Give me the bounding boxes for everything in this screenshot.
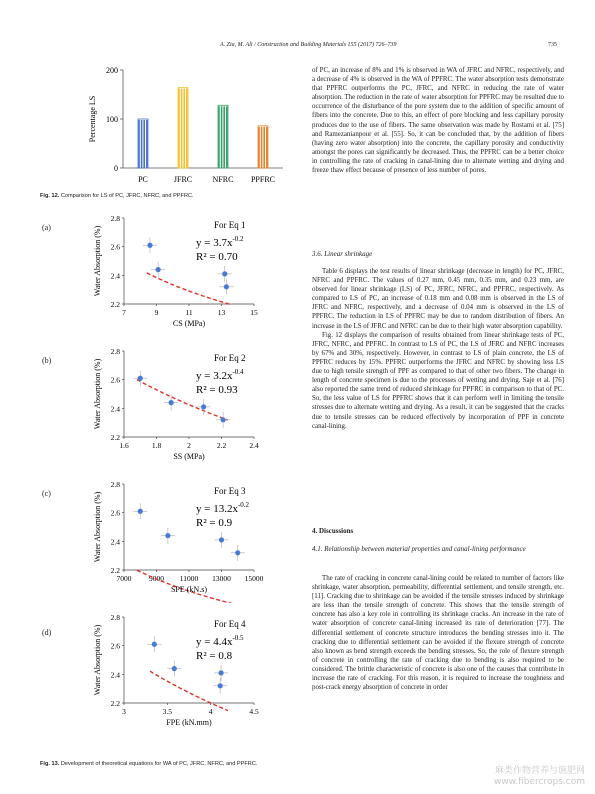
equation-title: For Eq 4 (214, 619, 246, 629)
fig13-panel-a (90, 212, 300, 337)
data-point (222, 271, 227, 276)
r-squared: R² = 0.70 (196, 251, 238, 263)
x-tick-label: 2.4 (249, 441, 259, 450)
x-axis-label: SS (MPa) (173, 452, 205, 461)
equation: $y = 13.2x^{-0.2}$ (196, 501, 250, 515)
data-point (169, 400, 174, 405)
trendline (150, 671, 228, 710)
data-point (235, 550, 240, 555)
panel-label-a: (a) (42, 223, 51, 232)
fig12-bar-chart (85, 62, 295, 192)
panel-label-d: (d) (42, 628, 52, 637)
body-text-mid (312, 267, 564, 431)
y-tick-label: 2.4 (110, 271, 120, 281)
x-tick-label: 11 (185, 308, 193, 317)
data-point (221, 417, 226, 422)
x-tick-label: 7 (122, 308, 126, 317)
section-3-6-heading: 3.6. Linear shrinkage (312, 250, 373, 258)
section-4-1-heading: 4.1. Relationship between material properties and canal-lining performance (312, 545, 526, 553)
data-point (172, 666, 177, 671)
x-tick-label: 15 (250, 308, 258, 317)
x-axis-label: FPE (kN.mm) (166, 718, 212, 727)
x-tick-label: 1.6 (119, 441, 129, 450)
body-text-top (312, 66, 564, 175)
journal-line: A. Zia, M. Ali / Construction and Building Materials 155 (2017) 726–739 (220, 42, 397, 48)
x-tick-label: 13000 (212, 574, 231, 583)
y-axis-label: Percentage LS (88, 95, 97, 143)
y-tick-label: 2.2 (110, 300, 120, 309)
x-tick-label: 3.5 (162, 707, 173, 716)
data-point (201, 404, 206, 409)
y-tick-label: 2.8 (110, 347, 120, 356)
fig12-caption-label: Fig. 12. (40, 193, 60, 199)
y-tick-label: 2.4 (110, 404, 120, 414)
x-tick-label: 11000 (179, 574, 199, 583)
x-tick-label: 15000 (244, 574, 264, 583)
data-point (156, 267, 161, 272)
y-axis-label: Water Absorption (%) (93, 624, 102, 696)
panel-label-b: (b) (42, 356, 52, 365)
y-tick-label: 0 (114, 164, 118, 173)
x-tick-label: 4 (208, 707, 213, 716)
y-tick-label: 2.8 (110, 214, 120, 223)
y-tick-label: 2.4 (110, 670, 120, 680)
data-point (218, 670, 223, 675)
data-point (152, 642, 157, 647)
fig13-panel-d (90, 611, 300, 736)
y-tick-label: 2.6 (110, 242, 120, 252)
fig12-caption (40, 193, 194, 199)
data-point (219, 537, 224, 542)
fig12-caption-text: Comparison for LS of PC, JFRC, NFRC, and PPFRC. (60, 193, 194, 199)
data-point (224, 284, 229, 289)
equation: $y = 3.7x^{-0.2}$ (196, 235, 244, 249)
x-tick-label: 9000 (149, 574, 164, 583)
fig13-caption-text: Development of theoretical equations for WA of PC, JFRC, NFRC, and PPFRC. (60, 761, 258, 767)
x-tick-label: PC (138, 175, 148, 184)
data-point (165, 533, 170, 538)
page-number: 735 (548, 42, 557, 48)
y-tick-label: 100 (106, 115, 118, 124)
equation: $y = 3.2x^{-0.4}$ (196, 368, 244, 382)
panel-label-c: (c) (42, 489, 51, 498)
x-axis-label: CS (MPa) (172, 319, 206, 328)
equation: $y = 4.4x^{-0.5}$ (196, 634, 244, 648)
equation-title: For Eq 1 (214, 220, 246, 230)
y-tick-label: 2.8 (110, 480, 120, 489)
data-point (218, 683, 223, 688)
y-axis-label: Water Absorption (%) (93, 225, 102, 297)
x-tick-label: NFRC (212, 175, 234, 184)
watermark-line-1: 麻类作物营养与施肥网 (494, 766, 585, 776)
x-tick-label: PPFRC (250, 175, 276, 184)
x-tick-label: 7000 (116, 574, 132, 583)
x-tick-label: 9 (154, 308, 159, 317)
equation-title: For Eq 2 (214, 353, 246, 363)
y-tick-label: 2.6 (110, 641, 120, 651)
y-tick-label: 2.4 (110, 537, 120, 547)
paragraph: Fig. 12 displays the comparison of results obtained from linear shrinkage tests of PC, JFRC, NFRC, and PPFRC. In contrast to LS of PC, the LS of JFRC and NFRC increases by 67% and 30%, respectively. However, in contrast to LS of plain concrete, the LS of PPFRC reduces by 15%. PPFRC outperforms the JFRC and NFRC by showing less LS due to high tensile strength of PPF as compared to that of other two fibers. The change in length of concrete specimen is due to the processes of wetting and drying. Saje et al. [76] also reported the same trend of reduced shrinkage for PPFRC in comparison to that of PC. So, the less value of LS for PPFRC shows that it can perform well in limiting the tensile stresses due to alternate wetting and drying. As a result, it can be suggested that the cracks due to tensile stresses can be reduced effectively by incorporation of PPF in concrete canal-lining. (312, 331, 564, 430)
x-tick-label: 2 (187, 441, 191, 450)
paragraph: The rate of cracking in concrete canal-lining could be related to number of factors like shrinkage, water absorption, permeability, differential settlement, and tensile strength, etc. [11]. Cracking due to shrinkage can be avoided if the tensile stresses induced by shrinkage are less than the tensile strength of concrete. This shows that the tensile strength of concrete has also a key role in controlling its shrinkage cracks. An increase in the rate of water absorption of concrete canal-lining increased its rate of deterioration [77]. The differential settlement of concrete structure introduces the bending stresses into it. The cracking due to differential settlement can be avoided if the flexure strength of concrete also known as bend strength exceeds the bending stresses. So, the role of flexure strength of concrete in controlling the rate of cracking due to bending is also required to be considered. The brittle characteristic of concrete is also one of the causes that contribute in increase the rate of cracking. For this reason, it is required to increase the toughness and post-crack energy absorption of concrete in order (312, 575, 564, 692)
x-tick-label: 4.5 (249, 707, 259, 716)
body-text-bottom (312, 574, 564, 692)
y-tick-label: 2.6 (110, 508, 120, 518)
watermark (494, 766, 585, 788)
data-point (138, 376, 143, 381)
section-4-heading: 4. Discussions (312, 527, 354, 535)
r-squared: R² = 0.93 (196, 384, 238, 396)
y-tick-label: 2.2 (110, 433, 120, 442)
x-axis-label: SPE (kN.s) (170, 585, 208, 594)
y-axis-label: Water Absorption (%) (93, 491, 102, 563)
y-tick-label: 2.2 (110, 699, 120, 708)
r-squared: R² = 0.9 (196, 517, 233, 529)
y-tick-label: 2.8 (110, 613, 120, 622)
paragraph: of PC, an increase of 8% and 1% is observed in WA of JFRC and NFRC, respectively, and a decrease of 4% is observed in the WA of PPFRC. The water absorption tests demonstrate that PPFRC outperforms the PC, JFRC, and NFRC in reducing the rate of water absorption. The reduction in the rate of water absorption for PPFRC may be resulted due to occurrence of the disturbance of the pore system due to the addition of specific amount of fibers into the concrete. Due to this, an effect of pore blocking and less capillary porosity produces due to the use of fibers. The same observation was made by Rostami et al. [75] and Ramezanianpour et al. [55]. So, it can be concluded that, by the addition of fibers (having zero water absorption) into the concrete, the capillary porosity and conductivity amongst the pores can significantly be decreased. Thus, the PPFRC can be a better choice in controlling the rate of cracking in canal-lining due to alternate wetting and drying and freeze thaw effect because of presence of less number of pores. (312, 67, 564, 175)
equation-title: For Eq 3 (214, 486, 246, 496)
y-axis-label: Water Absorption (%) (93, 358, 102, 430)
y-tick-label: 2.6 (110, 375, 120, 385)
y-tick-label: 200 (106, 66, 118, 75)
fig13-caption (40, 761, 257, 767)
fig13-panel-c (90, 478, 300, 603)
data-point (138, 509, 143, 514)
data-point (147, 243, 152, 248)
x-tick-label: 13 (217, 308, 226, 317)
y-tick-label: 2.2 (110, 566, 120, 575)
x-tick-label: JFRC (173, 175, 193, 184)
watermark-line-2: www.fibercrops.com (494, 777, 585, 787)
fig13-panel-b (90, 345, 300, 470)
x-tick-label: 3 (122, 707, 126, 716)
fig13-caption-label: Fig. 13. (40, 761, 60, 767)
paragraph: Table 6 displays the test results of linear shrinkage (decrease in length) for PC, JFRC, NFRC and PPFRC. The values of 0.27 mm, 0.45 mm, 0.35 mm, and 0.23 mm, are observed for linear shrinkage (LS) of PC, JFRC, NFRC, and PPFRC, respectively. As compared to LS of PC, an increase of 0.18 mm and 0.08 mm is observed in the LS of JFRC and NFRC, respectively, and a decrease of 0.04 mm is observed in the LS of PPFRC. The reduction in LS of PPFRC may be due to random distribution of fibers. An increase in the LS of JFRC and NFRC can be due to their high water absorption capability. (312, 268, 564, 330)
r-squared: R² = 0.8 (196, 650, 233, 662)
x-tick-label: 1.8 (151, 441, 162, 450)
trendline (147, 273, 230, 304)
x-tick-label: 2.2 (216, 441, 227, 450)
